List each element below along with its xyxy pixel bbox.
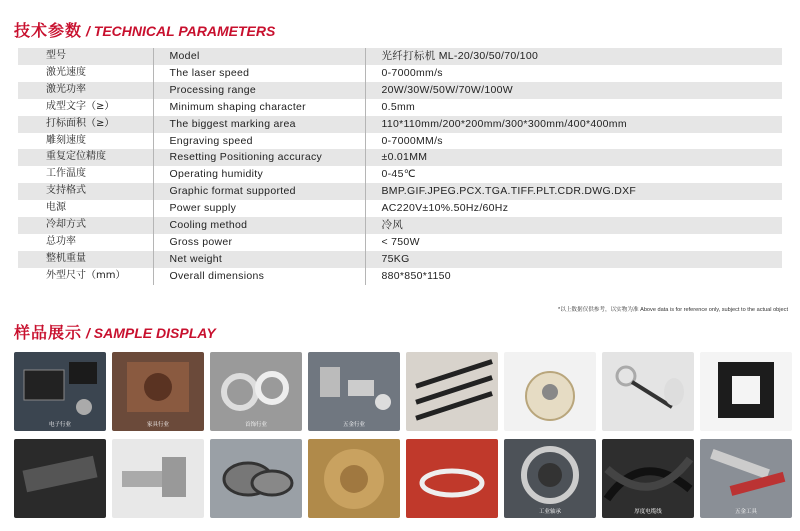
param-name-zh: 雕刻速度	[18, 133, 153, 150]
sample-photo	[700, 352, 792, 431]
parameter-row	[18, 251, 782, 268]
sample-image-tile	[14, 352, 106, 431]
sample-gallery-row-2	[14, 439, 792, 518]
sample-image-tile	[112, 352, 204, 431]
param-value: AC220V±10%.50Hz/60Hz	[365, 200, 782, 217]
parameter-row	[18, 183, 782, 200]
param-value: < 750W	[365, 234, 782, 251]
parameter-row	[18, 200, 782, 217]
param-value: 光纤打标机 ML-20/30/50/70/100	[365, 48, 782, 65]
parameter-row	[18, 217, 782, 234]
param-name-en: Engraving speed	[153, 133, 365, 150]
sample-image-tile	[406, 352, 498, 431]
param-name-zh: 整机重量	[18, 251, 153, 268]
parameters-table	[18, 48, 782, 285]
sample-image-tile	[210, 439, 302, 518]
param-name-en: Gross power	[153, 234, 365, 251]
param-name-en: Model	[153, 48, 365, 65]
parameter-row	[18, 48, 782, 65]
sample-gallery-row-1	[14, 352, 792, 431]
parameter-row	[18, 116, 782, 133]
sample-caption: 家具行业	[146, 422, 169, 428]
param-value: ±0.01MM	[365, 149, 782, 166]
param-name-zh: 成型文字（≥）	[18, 99, 153, 116]
parameter-row	[18, 149, 782, 166]
sample-image-tile	[14, 439, 106, 518]
sample-image-tile	[700, 352, 792, 431]
technical-parameters-heading	[14, 18, 275, 41]
sample-caption: 工业轴承	[538, 509, 561, 515]
sample-photo	[308, 439, 400, 518]
heading-zh: 技术参数	[14, 21, 83, 40]
sample-caption: 电子行业	[48, 422, 71, 428]
sample-photo	[406, 439, 498, 518]
sample-image-tile	[210, 352, 302, 431]
param-name-en: Graphic format supported	[153, 183, 365, 200]
param-name-zh: 外型尺寸（mm）	[18, 268, 153, 285]
parameter-row	[18, 82, 782, 99]
parameter-row	[18, 133, 782, 150]
param-value: 110*110mm/200*200mm/300*300mm/400*400mm	[365, 116, 782, 133]
sample-caption: 厚度电缆线	[634, 509, 662, 515]
param-name-zh: 总功率	[18, 234, 153, 251]
sample-image-tile	[406, 439, 498, 518]
param-name-en: Cooling method	[153, 217, 365, 234]
param-value: 0-45℃	[365, 166, 782, 183]
param-value: 0.5mm	[365, 99, 782, 116]
param-name-zh: 激光功率	[18, 82, 153, 99]
parameter-row	[18, 234, 782, 251]
heading-zh: 样品展示	[14, 323, 83, 342]
sample-caption: 五金行业	[342, 422, 365, 428]
sample-caption: 五金工具	[734, 509, 757, 515]
parameter-row	[18, 166, 782, 183]
param-name-en: Operating humidity	[153, 166, 365, 183]
heading-en: / TECHNICAL PARAMETERS	[86, 23, 276, 39]
sample-image-tile	[308, 352, 400, 431]
param-value: 0-7000MM/s	[365, 133, 782, 150]
param-value: 75KG	[365, 251, 782, 268]
sample-caption: 首饰行业	[244, 422, 267, 428]
param-name-en: Minimum shaping character	[153, 99, 365, 116]
sample-photo	[504, 352, 596, 431]
sample-photo	[112, 439, 204, 518]
sample-photo	[210, 439, 302, 518]
sample-image-tile	[308, 439, 400, 518]
sample-image-tile	[504, 352, 596, 431]
heading-en: / SAMPLE DISPLAY	[86, 325, 216, 341]
param-name-zh: 电源	[18, 200, 153, 217]
param-name-en: Power supply	[153, 200, 365, 217]
param-name-zh: 支持格式	[18, 183, 153, 200]
sample-display-heading	[14, 320, 216, 343]
parameter-row	[18, 99, 782, 116]
param-name-zh: 型号	[18, 48, 153, 65]
param-value: 20W/30W/50W/70W/100W	[365, 82, 782, 99]
param-value: 冷风	[365, 217, 782, 234]
reference-note: *以上数据仅供参考，以实物为准 Above data is for reference only, subject to the actual object	[558, 307, 788, 313]
param-value: 880*850*1150	[365, 268, 782, 285]
param-name-en: Processing range	[153, 82, 365, 99]
param-name-en: The laser speed	[153, 65, 365, 82]
parameter-row	[18, 268, 782, 285]
sample-image-tile	[504, 439, 596, 518]
sample-photo	[602, 352, 694, 431]
sample-photo	[406, 352, 498, 431]
sample-image-tile	[112, 439, 204, 518]
param-name-zh: 激光速度	[18, 65, 153, 82]
param-name-en: Resetting Positioning accuracy	[153, 149, 365, 166]
param-name-en: The biggest marking area	[153, 116, 365, 133]
sample-photo	[14, 439, 106, 518]
param-name-zh: 冷却方式	[18, 217, 153, 234]
param-value: BMP.GIF.JPEG.PCX.TGA.TIFF.PLT.CDR.DWG.DXF	[365, 183, 782, 200]
param-name-zh: 工作温度	[18, 166, 153, 183]
param-name-zh: 打标面积（≥）	[18, 116, 153, 133]
sample-image-tile	[602, 439, 694, 518]
param-value: 0-7000mm/s	[365, 65, 782, 82]
param-name-en: Overall dimensions	[153, 268, 365, 285]
param-name-en: Net weight	[153, 251, 365, 268]
param-name-zh: 重复定位精度	[18, 149, 153, 166]
sample-image-tile	[700, 439, 792, 518]
sample-image-tile	[602, 352, 694, 431]
parameter-row	[18, 65, 782, 82]
